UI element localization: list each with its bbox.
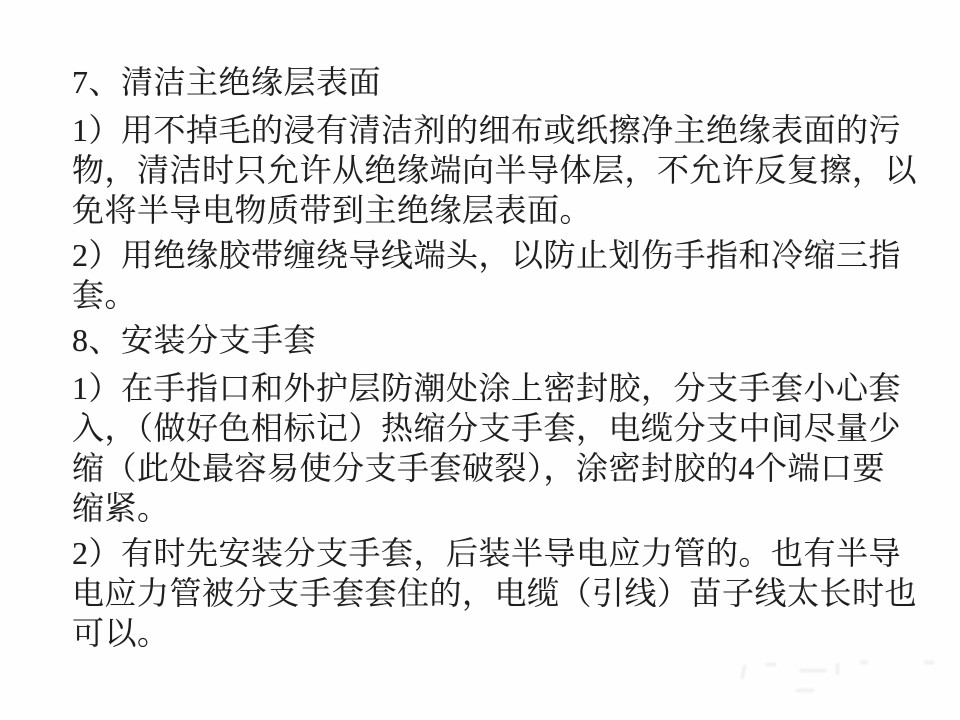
- paragraph-7-2: [72, 235, 920, 315]
- paragraph-7-1: [72, 110, 920, 230]
- watermark-mark: [836, 663, 839, 675]
- text-line: 2）用绝缘胶带缠绕导线端头，以防止划伤手指和冷缩三指: [72, 237, 902, 273]
- text-line: 物，清洁时只允许从绝缘端向半导体层，不允许反复擦，以: [72, 152, 918, 188]
- text-line: 免将半导电物质带到主绝缘层表面。: [72, 192, 593, 228]
- paragraph-8-1: [72, 368, 920, 528]
- heading-line: 7、清洁主绝缘层表面: [72, 64, 382, 100]
- watermark-smudge: [738, 655, 938, 700]
- text-line: 1）用不掉毛的浸有清洁剂的细布或纸擦净主绝缘表面的污: [72, 112, 902, 148]
- watermark-mark: [741, 665, 747, 679]
- text-line: 套。: [72, 277, 138, 313]
- watermark-mark: [766, 663, 776, 666]
- text-line: 入，（做好色相标记）热缩分支手套，电缆分支中间尽量少: [72, 410, 902, 446]
- watermark-mark: [796, 689, 814, 692]
- text-line: 2）有时先安装分支手套，后装半导电应力管的。也有半导: [72, 535, 902, 571]
- heading-line: 8、安装分支手套: [72, 322, 317, 358]
- watermark-mark: [860, 661, 868, 664]
- section-heading-8: [72, 320, 920, 360]
- text-line: 电应力管被分支手套套住的，电缆（引线）苗子线太长时也: [72, 575, 918, 611]
- section-heading-7: [72, 62, 920, 102]
- text-line: 缩（此处最容易使分支手套破裂），涂密封胶的4个端口要: [72, 450, 886, 486]
- paragraph-8-2: [72, 533, 920, 653]
- text-line: 可以。: [72, 615, 170, 651]
- watermark-mark: [924, 661, 934, 664]
- text-line: 缩紧。: [72, 490, 170, 526]
- text-line: 1）在手指口和外护层防潮处涂上密封胶，分支手套小心套: [72, 370, 902, 406]
- text-content: [72, 62, 920, 658]
- watermark-mark: [800, 669, 826, 672]
